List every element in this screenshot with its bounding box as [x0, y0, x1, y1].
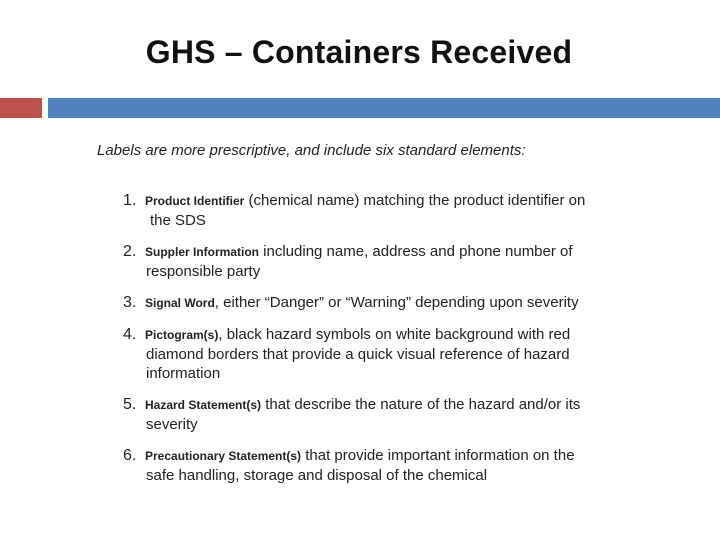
item-term: Hazard Statement(s)	[145, 398, 262, 412]
item-text: that provide important information on the	[301, 447, 575, 464]
list-item	[123, 191, 643, 230]
item-continuation: safe handling, storage and disposal of the chemical	[146, 467, 488, 484]
elements-list	[123, 191, 643, 497]
item-term: Pictogram(s)	[145, 328, 219, 342]
slide-title-text: GHS – Containers Received	[145, 34, 573, 70]
item-term: Suppler Information	[145, 245, 259, 259]
list-item	[123, 293, 643, 313]
item-term: Product Identifier	[145, 194, 245, 208]
item-continuation: severity	[146, 416, 198, 433]
item-term: Signal Word	[145, 296, 215, 310]
list-item	[123, 395, 643, 434]
item-number: 3.	[123, 294, 137, 311]
list-item	[123, 446, 643, 485]
item-continuation: information	[146, 365, 221, 382]
item-number: 1.	[123, 192, 137, 209]
item-text: that describe the nature of the hazard and/or its	[261, 396, 581, 413]
item-continuation: the SDS	[150, 212, 206, 229]
item-text: including name, address and phone number of	[259, 243, 573, 260]
accent-bar-blue	[48, 98, 720, 118]
slide-title	[0, 34, 720, 71]
list-item	[123, 242, 643, 281]
item-number: 6.	[123, 447, 137, 464]
item-number: 5.	[123, 396, 137, 413]
list-item	[123, 325, 643, 383]
item-continuation: diamond borders that provide a quick visual reference of hazard	[146, 346, 570, 363]
item-text: , black hazard symbols on white background with red	[218, 326, 571, 343]
item-term: Precautionary Statement(s)	[145, 449, 302, 463]
item-text: (chemical name) matching the product identifier on	[244, 192, 586, 209]
item-number: 2.	[123, 243, 137, 260]
intro-text: Labels are more prescriptive, and include six standard elements:	[97, 142, 526, 159]
accent-bar-red	[0, 98, 42, 118]
item-text: , either “Danger” or “Warning” depending upon severity	[214, 294, 579, 311]
item-continuation: responsible party	[146, 263, 261, 280]
item-number: 4.	[123, 326, 137, 343]
